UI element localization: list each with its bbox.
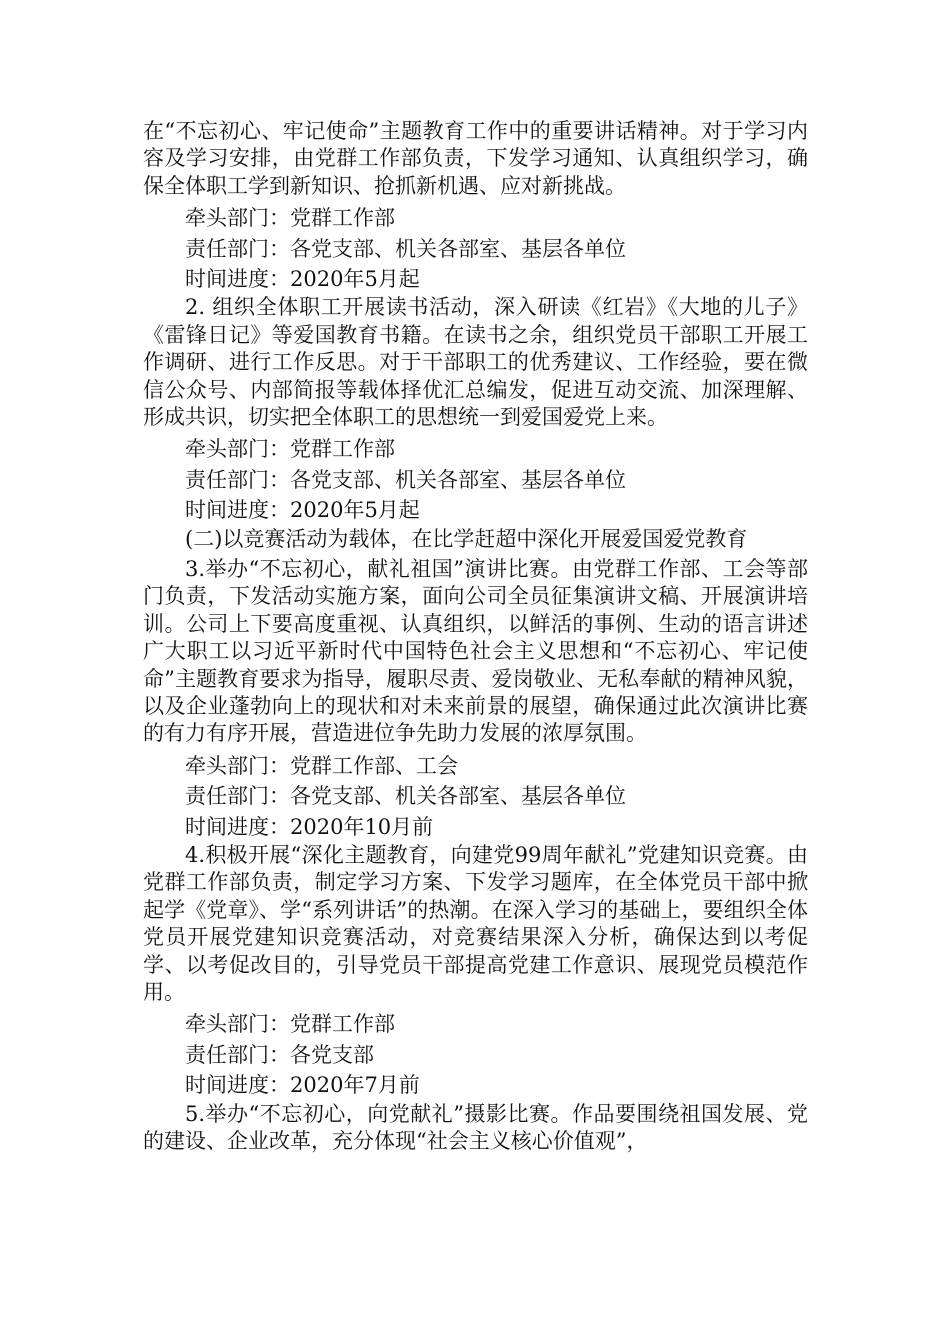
paragraph-body: 2. 组织全体职工开展读书活动，深入研读《红岩》《大地的儿子》《雷锋日记》等爱国教育书籍。在读书之余，组织党员干部职工开展工作调研、进行工作反思。对于干部职工的优秀建议、工作经验，要在微信公众号、内部简报等载体择优汇总编发，促进互动交流、加深理解、形成共识，切实把全体职工的思想统一到爱国爱党上来。 <box>143 295 808 430</box>
lead-department-line: 牵头部门：党群工作部 <box>185 1012 395 1037</box>
section-heading: (二)以竞赛活动为载体，在比学赶超中深化开展爱国爱党教育 <box>185 526 748 551</box>
schedule-line: 时间进度：2020年7月前 <box>185 1073 420 1098</box>
schedule-line: 时间进度：2020年10月前 <box>185 814 434 839</box>
schedule-line: 时间进度：2020年5月起 <box>185 267 420 291</box>
document-page <box>143 118 808 1155</box>
paragraph-body: 在“不忘初心、牢记使命”主题教育工作中的重要讲话精神。对于学习内容及学习安排，由党群工作部负责，下发学习通知、认真组织学习，确保全体职工学到新知识、抢抓新机遇、应对新挑战。 <box>143 119 808 198</box>
lead-department-line: 牵头部门：党群工作部、工会 <box>185 753 458 778</box>
schedule-line: 时间进度：2020年5月起 <box>185 498 420 523</box>
lead-department-line: 牵头部门：党群工作部 <box>185 206 395 231</box>
responsible-department-line: 责任部门：各党支部、机关各部室、基层各单位 <box>185 784 626 809</box>
lead-department-line: 牵头部门：党群工作部 <box>185 437 395 462</box>
responsible-department-line: 责任部门：各党支部、机关各部室、基层各单位 <box>185 236 626 261</box>
paragraph-body: 5.举办“不忘初心，向党献礼”摄影比赛。作品要围绕祖国发展、党的建设、企业改革，充分体现“社会主义核心价值观”， <box>143 1101 808 1154</box>
paragraph-body: 3.举办“不忘初心，献礼祖国”演讲比赛。由党群工作部、工会等部门负责，下发活动实施方案，面向公司全员征集演讲文稿、开展演讲培训。公司上下要高度重视、认真组织，以鲜活的事例、生动的语言讲述广大职工以习近平新时代中国特色社会主义思想和“不忘初心、牢记使命”主题教育要求为指导，履职尽责、爱岗敬业、无私奉献的精神风貌，以及企业蓬勃向上的现状和对未来前景的展望，确保通过此次演讲比赛的有力有序开展，营造进位争先助力发展的浓厚氛围。 <box>143 557 808 746</box>
responsible-department-line: 责任部门：各党支部 <box>185 1042 374 1067</box>
responsible-department-line: 责任部门：各党支部、机关各部室、基层各单位 <box>185 467 626 492</box>
paragraph-body: 4.积极开展“深化主题教育，向建党99周年献礼”党建知识竞赛。由党群工作部负责，制定学习方案、下发学习题库，在全体党员干部中掀起学《党章》、学“系列讲话”的热潮。在深入学习的基础上，要组织全体党员开展党建知识竞赛活动，对竞赛结果深入分析，确保达到以考促学、以考促改目的，引导党员干部提高党建工作意识、展现党员模范作用。 <box>143 843 808 1005</box>
